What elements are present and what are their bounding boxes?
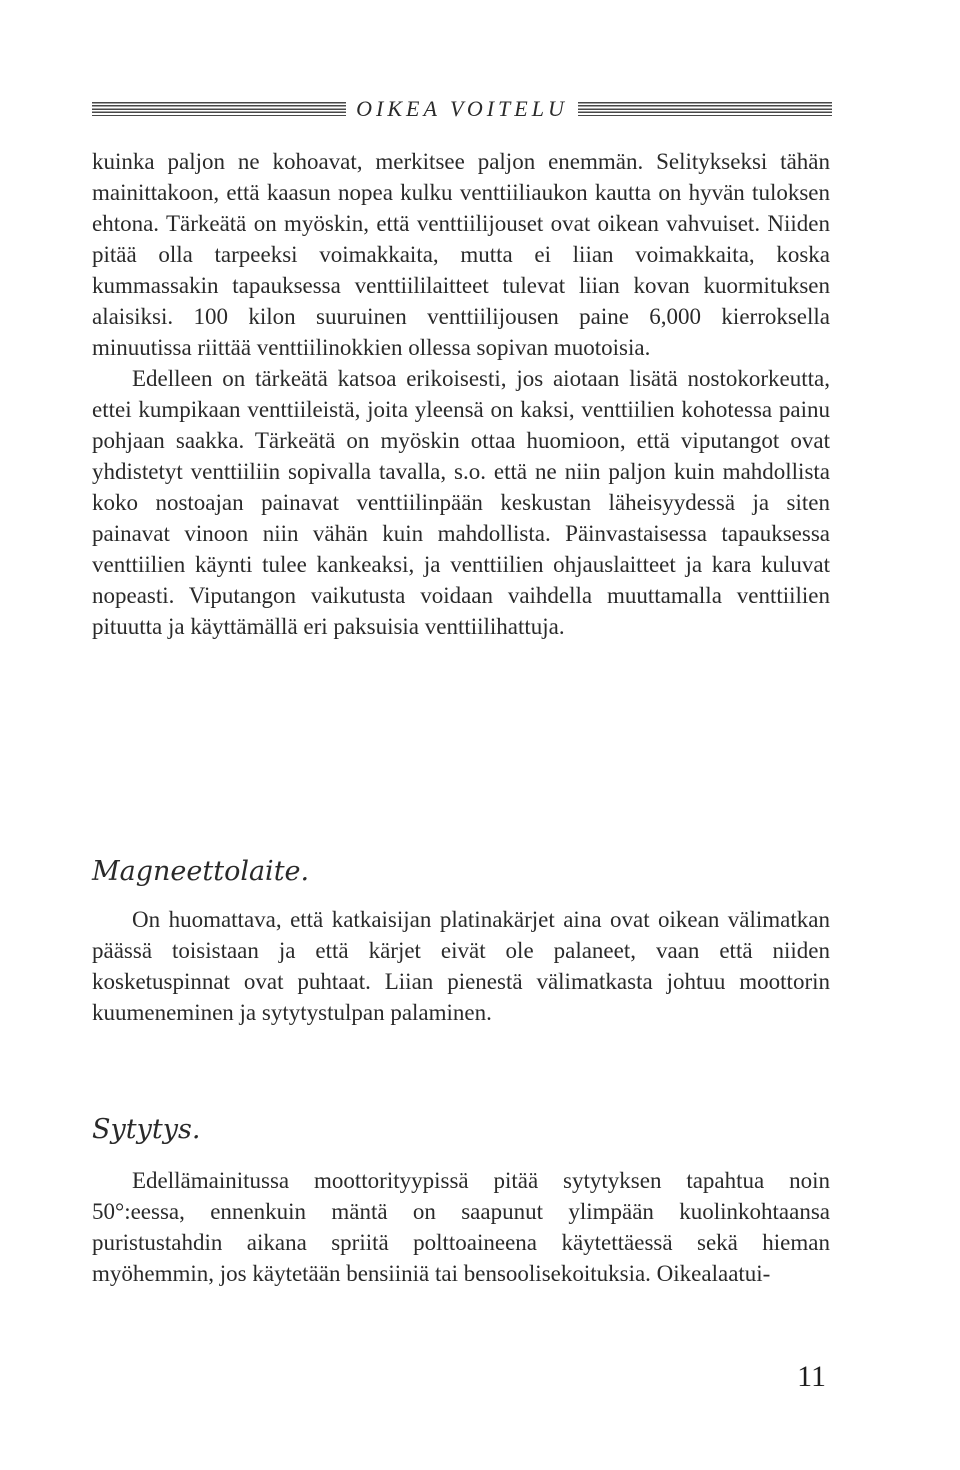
intro-text-block [92,146,830,642]
magneetto-text-block [92,904,830,1028]
magneetto-paragraph: On huomattava, että katkaisijan platinakärjet aina ovat oikean välimatkan päässä toisistaan ja että kärjet eivät ole palaneet, vaan että niiden kosketuspinnat ovat puhtaat. Liian pienestä välimatkasta johtuu moottorin kuumeneminen ja sytytystulpan palaminen. [92,907,830,1025]
sytytys-paragraph: Edellämainitussa moottorityypissä pitää sytytyksen tapahtua noin 50°:eessa, ennenkuin mäntä on saapunut ylimpään kuolinkohtaansa puristustahdin aikana spriitä polttoaineena käytettäessä sekä hieman myöhemmin, jos käytetään bensiiniä tai bensoolisekoituksia. Oikealaatui- [92,1168,830,1286]
page-number: 11 [797,1360,826,1393]
sytytys-text-block [92,1165,830,1289]
header-rule-right [578,102,832,116]
running-header [92,92,832,126]
running-title: OIKEA VOITELU [356,96,568,121]
section-heading-sytytys: Sytytys. [92,1114,201,1145]
intro-paragraph-2: Edelleen on tärkeätä katsoa erikoisesti, jos aiotaan lisätä nostokorkeutta, ettei kumpikaan venttiileistä, joita yleensä on kaksi, venttiilien kohotessa painu pohjaan saakka. Tärkeätä on myöskin ottaa huomioon, että viputangot ovat yhdistetyt venttiiliin sopivalla tavalla, s.o. että ne niin paljon kuin mahdollista koko nostoajan painavat venttiilinpään keskustan läheisyydessä ja siten painavat vinoon niin vähän kuin mahdollista. Päinvastaisessa tapauksessa venttiilien käynti tulee kankeaksi, ja venttiilien ohjauslaitteet ja kara kuluvat nopeasti. Viputangon vaikutusta voidaan vaihdella muuttamalla venttiilien pituutta ja käyttämällä eri paksuisia venttiilihattuja. [92,366,830,639]
header-rule-left [92,102,346,116]
section-heading-magneettolaite: Magneettolaite. [92,856,310,887]
intro-paragraph-1: kuinka paljon ne kohoavat, merkitsee paljon enemmän. Selitykseksi tähän mainittakoon, että kaasun nopea kulku venttiiliaukon kautta on hyvän tuloksen ehtona. Tärkeätä on myöskin, että venttiilijouset ovat oikean vahvuiset. Niiden pitää olla tarpeeksi voimakkaita, mutta ei liian voimakkaita, koska kummassakin tapauksessa venttiililaitteet tulevat liian kovan kuormituksen alaisiksi. 100 kilon suuruinen venttiilijousen paine 6,000 kierroksella minuutissa riittää venttiilinokkien ollessa sopivan muotoisia. [92,149,830,360]
